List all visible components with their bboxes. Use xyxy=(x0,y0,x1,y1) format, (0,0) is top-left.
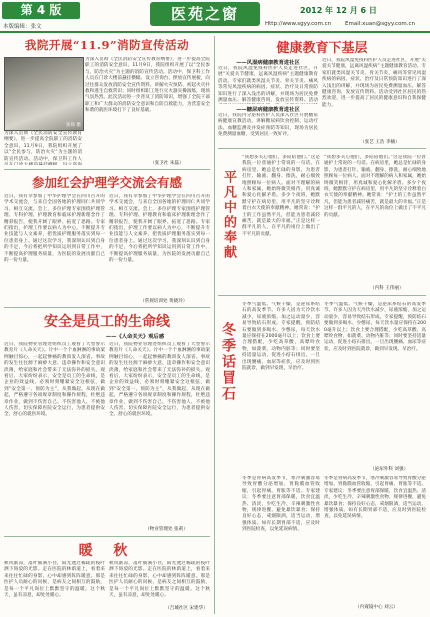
article-title: 参加红会护理学交流会有感 xyxy=(31,175,182,190)
article-body-cont: 近日，我院物业管理处组织员工观看了大型警示教育片《人命关天》。片中一个个血淋淋的事故案例触目惊心，一起起惨痛的教训发人深省。事故的发生往往源于麻痹大意、违章操作和安全意识淡薄，给家庭和社会带来了无法弥补的损失。观看后，大家纷纷表示，安全是员工的生命线，是企业的效益线，必须时刻绷紧安全这根弦，做到“安全第一、预防为主”，从我做起、从现在做起，严格遵守各项规章制度和操作规程，杜绝违章作业，做到不伤害自己、不伤害他人、不被他人伤害，切实保障医院安全运行，为患者提供安全、舒心的就医环境。 xyxy=(109,342,210,418)
fire-drill-photo xyxy=(4,57,84,131)
article-source: （内科 王伟丽） xyxy=(370,286,404,291)
article-body: 秋风渐凉，落叶铺满小径，阳光透过稀疏的枝叶洒下斑驳的光影。走在医院的林荫道上，看着来来往往忙碌的身影，心中却感到阵阵暖意。那是医护人员耐心的问候，是病友之间相互的鼓励，是每一个平凡岗位上默默坚守的温暖。这个秋天，虽有凉意，却处处暖心。 xyxy=(4,561,105,599)
divider xyxy=(4,536,210,537)
article-title: 暖 秋 xyxy=(78,543,136,559)
article-body: 近日，我院物业管理处组织员工观看了大型警示教育片《人命关天》。片中一个个血淋淋的事故案例触目惊心，一起起惨痛的教训发人深省。事故的发生往往源于麻痹大意、违章操作和安全意识淡薄，给家庭和社会带来了无法弥补的损失。观看后，大家纷纷表示，安全是员工的生命线，是企业的效益线，必须时刻绷紧安全这根弦，做到“安全第一、预防为主”，从我做起、从现在做起，严格遵守各项规章制度和操作规程，杜绝违章作业，做到不伤害自己、不伤害他人、不被他人伤害，切实保障医院安全运行，为患者提供安全、舒心的就医环境。 xyxy=(4,342,105,418)
article-source: （张卫社 朱磊） xyxy=(150,161,184,166)
article-title: 平凡中的奉献 xyxy=(221,170,236,260)
article-body-cont: 冬季是胃病高发季节，寒冷刺激容易导致胃酸分泌增加，胃黏膜血管收缩，引起胃痛、胃胀等不适。专家建议：冬季要注意胃部保暖，饮食宜温热、清淡，少吃生冷、辛辣刺激性食物，规律进餐，避免暴饮暴食；保持良好心态，戒烟限酒，适当运动，增强体质。如有长期胃部不适，应及时到医院检查，以免延误病情。 xyxy=(324,476,426,520)
photo-caption: 张扬 摄 xyxy=(65,123,81,128)
article-subtitle: ——风湿病健康教育进社区 xyxy=(236,60,300,66)
article-title: 安全是员工的生命线 xyxy=(44,314,170,330)
article-title: 健康教育下基层 xyxy=(276,41,368,56)
page-number-badge: 第 4 版 xyxy=(2,2,80,19)
divider xyxy=(218,295,426,296)
divider xyxy=(218,148,426,149)
website-link[interactable]: Http://www.sgyy.com.cn xyxy=(265,21,332,27)
article-source: （物业管理处 张莉） xyxy=(145,527,188,532)
article-source: （张艺 王浩 李楠） xyxy=(360,140,400,145)
article-body-cont: 近日，我院风湿免疫科医护人员走进社区，开展“关爱关节健康，远离风湿疾病”主题健康教育活动。专家们就类风湿关节炎、骨关节炎、痛风等常见风湿疾病的病因、症状、治疗及日常预防知识进行了深入浅出的讲解，并现场为居民免费测量血压、解答健康咨询、发放宣传资料。活动受到社区居民的热烈欢迎，进一步提高了居民的健康意识和自我保健能力。 xyxy=(322,58,426,108)
page-header xyxy=(0,0,430,34)
article-body: 近日，我有幸参加了中华护理学会在四川召开的学术交流会，与来自全国各地的护理同仁共同学习、相互交流。会上，多位护理专家围绕护理管理、专科护理、护理教育和临床护理新理念作了精彩报告，使我开阔了眼界、拓宽了思路。专家们指出，护理工作要以病人为中心，不断提升专业技能与人文素养，把优质护理服务落实到每一位患者身上。通过这次学习，我深刻认识到自身的不足，今后将把所学知识运用到日常工作中，不断提高护理服务质量，为医院的发展贡献自己的一份力量。 xyxy=(4,194,105,264)
article-body: 冬季气温低、气候干燥，是泌尿系结石的高发季节。许多人因为天冷饮水减少，尿液浓缩，加之运动量少，容易导致结石形成。专家提醒，预防结石要做到多喝水、少憋尿，每天饮水量应保持在2000毫升以上；饮食上要合理搭配，少吃高草酸、高嘌呤食物，如菠菜、动物内脏等；同时要坚持适量运动，促进小结石排出。一旦出现腰痛、血尿等症状，应及时到医院就诊，做到早发现、早治疗。 xyxy=(242,302,320,372)
article-title: 我院开展“11.9”消防宣传活动 xyxy=(24,38,190,52)
article-body-cont: 冬季气温低、气候干燥，是泌尿系结石的高发季节。许多人因为天冷饮水减少，尿液浓缩，加之运动量少，容易导致结石形成。专家提醒，预防结石要做到多喝水、少憋尿，每天饮水量应保持在2000毫升以上；饮食上要合理搭配，少吃高草酸、高嘌呤食物，如菠菜、动物内脏等；同时要坚持适量运动，促进小结石排出。一旦出现腰痛、血尿等症状，应及时到医院就诊，做到早发现、早治疗。 xyxy=(324,302,426,352)
header-rule xyxy=(0,31,430,33)
issue-date: 2012 年 12 月 6 日 xyxy=(300,6,377,15)
article-body: 近日，我院内分泌科医护人员深入社区开展糖尿病健康宣教活动，讲解糖尿病饮食控制、运动疗法、血糖监测及并发症预防等知识，现场为居民免费测量血糖，受到居民一致好评。 xyxy=(218,113,318,138)
divider xyxy=(4,307,210,308)
article-subtitle: ——糖尿病健康教育进社区 xyxy=(236,107,300,113)
article-title: 冬季话冒石 xyxy=(220,322,236,402)
article-body-cont: 为深入贯彻《全民消防安全宣传教育纲要》，进一步提高全院职工的消防安全意识，11月9日，我院组织开展了以“全民参与，防治火灾”为主题的消防宣传活动。活动中，保卫科工作人员在门诊大楼前悬挂横幅、设立咨询台、摆放宣传展板，向过往群众发放消防安全宣传资料，讲解火灾预防、初起火灾扑救和逃生自救常识；同时组织职工进行灭火器实操演练，现场气氛热烈。此次活动进一步普及了消防知识，增强了全院干部职工和广大群众的消防安全意识和自防自救能力，为营造安全和谐的就医环境打下了良好基础。 xyxy=(85,57,210,114)
article-body-cont: 近日，我有幸参加了中华护理学会在四川召开的学术交流会，与来自全国各地的护理同仁共同学习、相互交流。会上，多位护理专家围绕护理管理、专科护理、护理教育和临床护理新理念作了精彩报告，使我开阔了眼界、拓宽了思路。专家们指出，护理工作要以病人为中心，不断提升专业技能与人文素养，把优质护理服务落实到每一位患者身上。通过这次学习，我深刻认识到自身的不足，今后将把所学知识运用到日常工作中，不断提高护理服务质量，为医院的发展贡献自己的一份力量。 xyxy=(109,194,210,264)
article-body-cont: 秋风渐凉，落叶铺满小径，阳光透过稀疏的枝叶洒下斑驳的光影。走在医院的林荫道上，看着来来往往忙碌的身影，心中却感到阵阵暖意。那是医护人员耐心的问候，是病友之间相互的鼓励，是每一个平凡岗位上默默坚守的温暖。这个秋天，虽有凉意，却处处暖心。 xyxy=(109,561,210,599)
article-subtitle: ——《人命关天》观后感 xyxy=(105,334,165,340)
section-banner: 医苑之窗 xyxy=(150,2,260,26)
email-link[interactable]: Email:xuan@sgyy.com.cn xyxy=(345,21,416,27)
article-body: 冬季是胃病高发季节，寒冷刺激容易导致胃酸分泌增加，胃黏膜血管收缩，引起胃痛、胃胀等不适。专家建议：冬季要注意胃部保暖，饮食宜温热、清淡，少吃生冷、辛辣刺激性食物，规律进餐，避免暴饮暴食；保持良好心态，戒烟限酒，适当运动，增强体质。如有长期胃部不适，应及时到医院检查，以免延误病情。 xyxy=(242,476,320,533)
article-body: 近日，我院风湿免疫科医护人员走进社区，开展“关爱关节健康，远离风湿疾病”主题健康教育活动。专家们就类风湿关节炎、骨关节炎、痛风等常见风湿疾病的病因、症状、治疗及日常预防知识进行了深入浅出的讲解，并现场为居民免费测量血压、解答健康咨询、发放宣传资料。活动 xyxy=(218,66,318,104)
article-source: （内窥镜中心 刘云） xyxy=(355,605,398,610)
article-source: （吉城社区 宋建华） xyxy=(165,606,208,611)
article-source: （常规培训处 黄晓玲） xyxy=(140,299,188,304)
article-body: “我想多关心他们，多陪陪他们。”这是我院一位普通护士常说的一句话。在病房里，她总是忙碌的身影，为患者打针、输液、翻身、擦洗，耐心细致地照顾每一位病人。面对不理解的病人和家属，她始终微笑相待，用真诚和爱心化解矛盾。多少个夜班，她默默守护在病房里，用平凡的坚守诠释着白衣天使的奉献精神。她常说：“护士的工作虽然平凡，但能为患者减轻痛苦，就是最大的幸福。”正是这样一群平凡的人，在平凡的岗位上做出了不平凡的贡献。 xyxy=(242,155,320,237)
divider xyxy=(4,169,210,170)
article-source: （泌尿外科 刘强） xyxy=(370,467,409,472)
article-body: 为深入贯彻《全民消防安全宣传教育纲要》，进一步提高全院职工的消防安全意识，11月9日，我院组织开展了以“全民参与，防治火灾”为主题的消防宣传活动。活动中，保卫科工作人 xyxy=(4,131,82,162)
article-body-cont: “我想多关心他们，多陪陪他们。”这是我院一位普通护士常说的一句话。在病房里，她总是忙碌的身影，为患者打针、输液、翻身、擦洗，耐心细致地照顾每一位病人。面对不理解的病人和家属，她始终微笑相待，用真诚和爱心化解矛盾。多少个夜班，她默默守护在病房里，用平凡的坚守诠释着白衣天使的奉献精神。她常说：“护士的工作虽然平凡，但能为患者减轻痛苦，就是最大的幸福。”正是这样一群平凡的人，在平凡的岗位上做出了不平凡的贡献。 xyxy=(324,155,426,218)
editor-credit: 本版编辑：张文 xyxy=(3,24,42,30)
center-divider xyxy=(214,36,215,614)
